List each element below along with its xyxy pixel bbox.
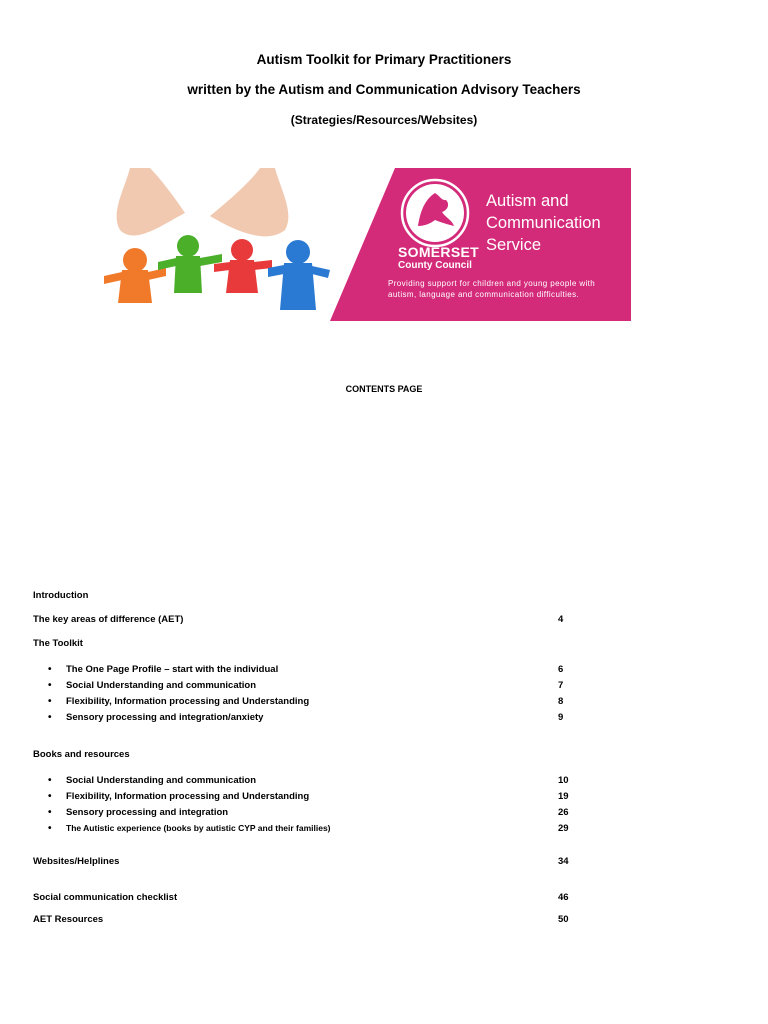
toc-page-number: 50 [558, 914, 569, 925]
document-tagline: (Strategies/Resources/Websites) [290, 113, 478, 127]
toc-entry-label: Sensory processing and integration/anxiety [66, 712, 264, 723]
toc-page-number: 9 [558, 712, 564, 723]
toc-page-number: 7 [558, 680, 564, 691]
toc-entry-label: The Autistic experience (books by autistic CYP and their families) [66, 823, 331, 833]
bullet-icon: • [48, 775, 52, 786]
bullet-icon: • [48, 791, 52, 802]
toc-entry-label: Introduction [33, 590, 89, 601]
toc-page-number: 10 [558, 775, 569, 786]
toc-entry-label: Books and resources [33, 749, 130, 760]
toc-entry-label: Websites/Helplines [33, 856, 120, 867]
toc-entry-label: The One Page Profile – start with the individual [66, 664, 279, 675]
toc-entry-label: Flexibility, Information processing and Understanding [66, 791, 310, 802]
document-title: Autism Toolkit for Primary Practitioners [256, 52, 512, 67]
toc-entry-label: Social Understanding and communication [66, 680, 257, 691]
toc-page-number: 34 [558, 856, 569, 867]
toc-entry-label: The key areas of difference (AET) [33, 614, 184, 625]
service-banner [90, 168, 631, 321]
toc-page-number: 26 [558, 807, 569, 818]
somerset-logo-icon [402, 180, 468, 246]
bullet-icon: • [48, 696, 52, 707]
toc-page-number: 46 [558, 892, 569, 903]
toc-page-number: 8 [558, 696, 564, 707]
document-subtitle: written by the Autism and Communication Advisory Teachers [187, 82, 581, 97]
toc-entry-label: AET Resources [33, 914, 104, 925]
service-name: Autism and Communication Service [486, 192, 601, 254]
toc-entry-label: Social communication checklist [33, 892, 178, 903]
council-name: SOMERSET [398, 244, 479, 260]
toc-page-number: 4 [558, 614, 564, 625]
toc-page-number: 29 [558, 823, 569, 834]
toc-entry-label: The Toolkit [33, 638, 83, 649]
toc-entry-label: Social Understanding and communication [66, 775, 257, 786]
service-description: Providing support for children and young people with autism, language and communication difficulties. [388, 279, 596, 299]
toc-page-number: 19 [558, 791, 569, 802]
toc-entry-label: Sensory processing and integration [66, 807, 229, 818]
contents-heading: CONTENTS PAGE [345, 384, 423, 394]
bullet-icon: • [48, 664, 52, 675]
bullet-icon: • [48, 807, 52, 818]
bullet-icon: • [48, 680, 52, 691]
toc-page-number: 6 [558, 664, 564, 675]
toc-entry-label: Flexibility, Information processing and Understanding [66, 696, 310, 707]
bullet-icon: • [48, 712, 52, 723]
council-name-suffix: County Council [398, 260, 472, 271]
bullet-icon: • [48, 823, 52, 834]
